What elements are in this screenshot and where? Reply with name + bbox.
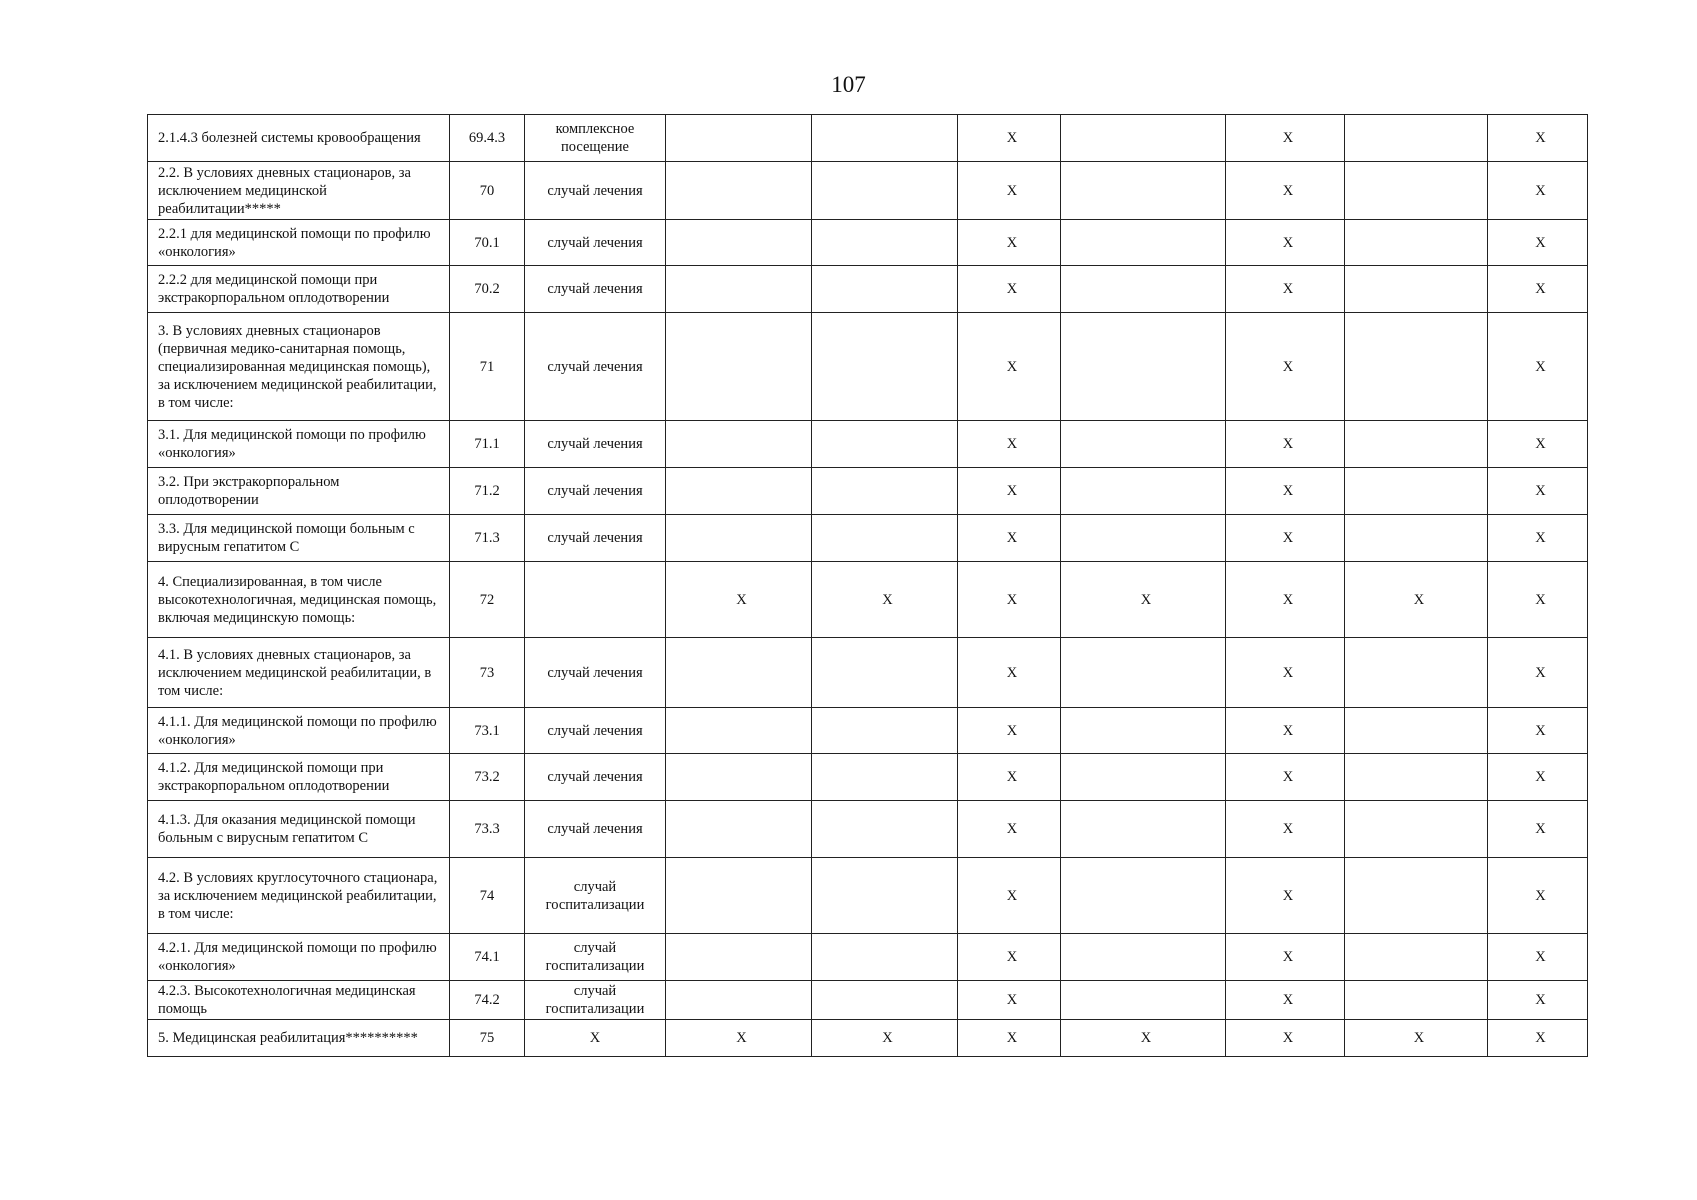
- row-name: 2.2.1 для медицинской помощи по профилю «онкология»: [148, 220, 450, 266]
- table-cell: X: [1345, 562, 1488, 638]
- table-cell: X: [958, 266, 1061, 313]
- row-unit: случай лечения: [525, 266, 666, 313]
- table-cell: X: [1226, 754, 1345, 801]
- table-cell: X: [958, 754, 1061, 801]
- table-cell: X: [958, 801, 1061, 858]
- table-cell: [1061, 934, 1226, 981]
- row-code: 71.2: [450, 468, 525, 515]
- table-cell: [1345, 754, 1488, 801]
- table-cell: [666, 858, 812, 934]
- table-cell: [1345, 981, 1488, 1020]
- table-cell: [812, 266, 958, 313]
- table-cell: [666, 708, 812, 754]
- table-cell: [812, 220, 958, 266]
- table-cell: [666, 801, 812, 858]
- table-cell: X: [958, 934, 1061, 981]
- table-cell: [1345, 220, 1488, 266]
- table-cell: X: [958, 313, 1061, 421]
- table-cell: X: [1226, 266, 1345, 313]
- table-cell: [1345, 638, 1488, 708]
- table-row: [148, 313, 1588, 421]
- table-cell: X: [1226, 515, 1345, 562]
- table-cell: X: [666, 562, 812, 638]
- row-name: 4.1.1. Для медицинской помощи по профилю «онкология»: [148, 708, 450, 754]
- table-cell: X: [1488, 562, 1588, 638]
- row-unit: случай госпитализации: [525, 934, 666, 981]
- table-cell: X: [1488, 115, 1588, 162]
- table-cell: [812, 468, 958, 515]
- table-cell: X: [666, 1020, 812, 1057]
- row-name: 3.2. При экстракорпоральном оплодотворении: [148, 468, 450, 515]
- table-cell: X: [1226, 162, 1345, 220]
- table-cell: X: [958, 220, 1061, 266]
- row-name: 3.1. Для медицинской помощи по профилю «онкология»: [148, 421, 450, 468]
- table-cell: [1061, 421, 1226, 468]
- table-row: [148, 981, 1588, 1020]
- table-cell: X: [1488, 468, 1588, 515]
- table-cell: [1061, 801, 1226, 858]
- table-cell: [1061, 115, 1226, 162]
- table-cell: [666, 220, 812, 266]
- table-cell: [666, 162, 812, 220]
- table-cell: X: [958, 1020, 1061, 1057]
- table-cell: X: [1226, 638, 1345, 708]
- row-code: 74.2: [450, 981, 525, 1020]
- table-cell: [812, 638, 958, 708]
- table-row: [148, 421, 1588, 468]
- table-cell: [1345, 266, 1488, 313]
- table-cell: X: [1488, 801, 1588, 858]
- row-unit: [525, 562, 666, 638]
- table-cell: [1345, 515, 1488, 562]
- table-cell: [666, 638, 812, 708]
- table-cell: [1345, 708, 1488, 754]
- table-cell: [1061, 266, 1226, 313]
- row-unit: X: [525, 1020, 666, 1057]
- table-cell: X: [1488, 1020, 1588, 1057]
- table-cell: [1061, 858, 1226, 934]
- table-cell: [666, 115, 812, 162]
- table-cell: [1345, 313, 1488, 421]
- row-code: 71.1: [450, 421, 525, 468]
- table-cell: X: [1226, 562, 1345, 638]
- row-unit: случай лечения: [525, 220, 666, 266]
- table-row: [148, 754, 1588, 801]
- table-cell: [812, 115, 958, 162]
- table-cell: [666, 421, 812, 468]
- table-cell: X: [958, 708, 1061, 754]
- table-cell: X: [958, 115, 1061, 162]
- row-name: 5. Медицинская реабилитация**********: [148, 1020, 450, 1057]
- row-name: 4.2. В условиях круглосуточного стационара, за исключением медицинской реабилитации, в том числе:: [148, 858, 450, 934]
- table-cell: [666, 934, 812, 981]
- row-unit: случай лечения: [525, 708, 666, 754]
- table-cell: [812, 421, 958, 468]
- table-cell: X: [958, 468, 1061, 515]
- table-row: [148, 1020, 1588, 1057]
- table-cell: [1061, 515, 1226, 562]
- row-code: 73: [450, 638, 525, 708]
- table-cell: X: [1226, 115, 1345, 162]
- table-cell: [1345, 421, 1488, 468]
- row-name: 4.1. В условиях дневных стационаров, за исключением медицинской реабилитации, в том числе:: [148, 638, 450, 708]
- table-cell: [1345, 115, 1488, 162]
- table-cell: [812, 754, 958, 801]
- table-row: [148, 858, 1588, 934]
- table-cell: [1345, 858, 1488, 934]
- table-row: [148, 638, 1588, 708]
- table-cell: X: [1488, 934, 1588, 981]
- table-cell: [666, 754, 812, 801]
- row-code: 75: [450, 1020, 525, 1057]
- table-cell: X: [1226, 313, 1345, 421]
- table-cell: [812, 515, 958, 562]
- table-cell: [666, 313, 812, 421]
- row-code: 74: [450, 858, 525, 934]
- table-cell: X: [1488, 754, 1588, 801]
- table-cell: X: [1226, 981, 1345, 1020]
- row-code: 73.1: [450, 708, 525, 754]
- row-unit: случай лечения: [525, 515, 666, 562]
- table-cell: [1345, 934, 1488, 981]
- table-cell: X: [958, 562, 1061, 638]
- table-cell: X: [958, 515, 1061, 562]
- row-code: 70: [450, 162, 525, 220]
- page-number: 107: [831, 72, 866, 97]
- table-cell: X: [1226, 801, 1345, 858]
- row-unit: комплексное посещение: [525, 115, 666, 162]
- row-name: 4.1.3. Для оказания медицинской помощи больным с вирусным гепатитом С: [148, 801, 450, 858]
- table-cell: X: [1226, 934, 1345, 981]
- table-cell: [812, 858, 958, 934]
- row-unit: случай лечения: [525, 313, 666, 421]
- row-code: 70.2: [450, 266, 525, 313]
- row-name: 2.2.2 для медицинской помощи при экстракорпоральном оплодотворении: [148, 266, 450, 313]
- table-cell: X: [1488, 220, 1588, 266]
- table-cell: X: [1488, 638, 1588, 708]
- table-cell: X: [1488, 421, 1588, 468]
- table-row: [148, 115, 1588, 162]
- table-cell: X: [1226, 421, 1345, 468]
- table-cell: [1061, 468, 1226, 515]
- table-cell: [812, 801, 958, 858]
- table-row: [148, 162, 1588, 220]
- table-cell: X: [1488, 858, 1588, 934]
- table-row: [148, 801, 1588, 858]
- table-cell: [812, 708, 958, 754]
- row-code: 73.3: [450, 801, 525, 858]
- row-code: 72: [450, 562, 525, 638]
- table-cell: X: [958, 981, 1061, 1020]
- table-cell: [812, 981, 958, 1020]
- row-name: 4.2.3. Высокотехнологичная медицинская помощь: [148, 981, 450, 1020]
- row-code: 69.4.3: [450, 115, 525, 162]
- row-code: 71.3: [450, 515, 525, 562]
- table-cell: [812, 934, 958, 981]
- table-cell: [1345, 468, 1488, 515]
- row-name: 4.1.2. Для медицинской помощи при экстракорпоральном оплодотворении: [148, 754, 450, 801]
- table-cell: [666, 515, 812, 562]
- table-cell: X: [1226, 708, 1345, 754]
- row-unit: случай лечения: [525, 801, 666, 858]
- row-name: 2.2. В условиях дневных стационаров, за исключением медицинской реабилитации*****: [148, 162, 450, 220]
- table-cell: [812, 313, 958, 421]
- table-row: [148, 515, 1588, 562]
- table-row: [148, 708, 1588, 754]
- table-cell: [1345, 801, 1488, 858]
- table-cell: X: [1226, 858, 1345, 934]
- table-row: [148, 266, 1588, 313]
- table-cell: [1061, 162, 1226, 220]
- table-cell: X: [958, 858, 1061, 934]
- row-unit: случай лечения: [525, 638, 666, 708]
- table-row: [148, 220, 1588, 266]
- row-code: 73.2: [450, 754, 525, 801]
- table-cell: X: [1226, 1020, 1345, 1057]
- table-cell: X: [1061, 1020, 1226, 1057]
- table-cell: [1061, 313, 1226, 421]
- row-unit: случай лечения: [525, 468, 666, 515]
- table-cell: X: [958, 638, 1061, 708]
- table-cell: [1061, 754, 1226, 801]
- row-name: 3.3. Для медицинской помощи больным с вирусным гепатитом С: [148, 515, 450, 562]
- row-name: 3. В условиях дневных стационаров (первичная медико-санитарная помощь, специализированная медицинская помощь), за исключением медицинской реабилитации, в том числе:: [148, 313, 450, 421]
- table-cell: [1061, 981, 1226, 1020]
- table-body: [148, 115, 1588, 1057]
- table-cell: X: [958, 421, 1061, 468]
- row-unit: случай лечения: [525, 162, 666, 220]
- row-unit: случай госпитализации: [525, 858, 666, 934]
- table-cell: [666, 981, 812, 1020]
- row-unit: случай лечения: [525, 754, 666, 801]
- table-cell: [1061, 708, 1226, 754]
- table-cell: [666, 468, 812, 515]
- data-table: [147, 114, 1588, 1057]
- table-cell: [1061, 638, 1226, 708]
- row-code: 74.1: [450, 934, 525, 981]
- table-cell: X: [1488, 313, 1588, 421]
- table-cell: X: [1226, 468, 1345, 515]
- table-cell: X: [958, 162, 1061, 220]
- table-cell: X: [1345, 1020, 1488, 1057]
- table-cell: X: [812, 1020, 958, 1057]
- table-cell: X: [1226, 220, 1345, 266]
- table-cell: X: [1488, 162, 1588, 220]
- table-cell: X: [812, 562, 958, 638]
- table-cell: X: [1488, 266, 1588, 313]
- table-cell: [1345, 162, 1488, 220]
- row-unit: случай лечения: [525, 421, 666, 468]
- row-unit: случай госпитализации: [525, 981, 666, 1020]
- table-cell: X: [1488, 981, 1588, 1020]
- table-cell: X: [1488, 515, 1588, 562]
- table-cell: X: [1061, 562, 1226, 638]
- row-name: 4.2.1. Для медицинской помощи по профилю «онкология»: [148, 934, 450, 981]
- table-cell: [812, 162, 958, 220]
- table-cell: [666, 266, 812, 313]
- row-code: 71: [450, 313, 525, 421]
- row-name: 2.1.4.3 болезней системы кровообращения: [148, 115, 450, 162]
- table-cell: X: [1488, 708, 1588, 754]
- table-cell: [1061, 220, 1226, 266]
- table-row: [148, 468, 1588, 515]
- table-row: [148, 562, 1588, 638]
- row-code: 70.1: [450, 220, 525, 266]
- row-name: 4. Специализированная, в том числе высокотехнологичная, медицинская помощь, включая медицинскую помощь:: [148, 562, 450, 638]
- table-row: [148, 934, 1588, 981]
